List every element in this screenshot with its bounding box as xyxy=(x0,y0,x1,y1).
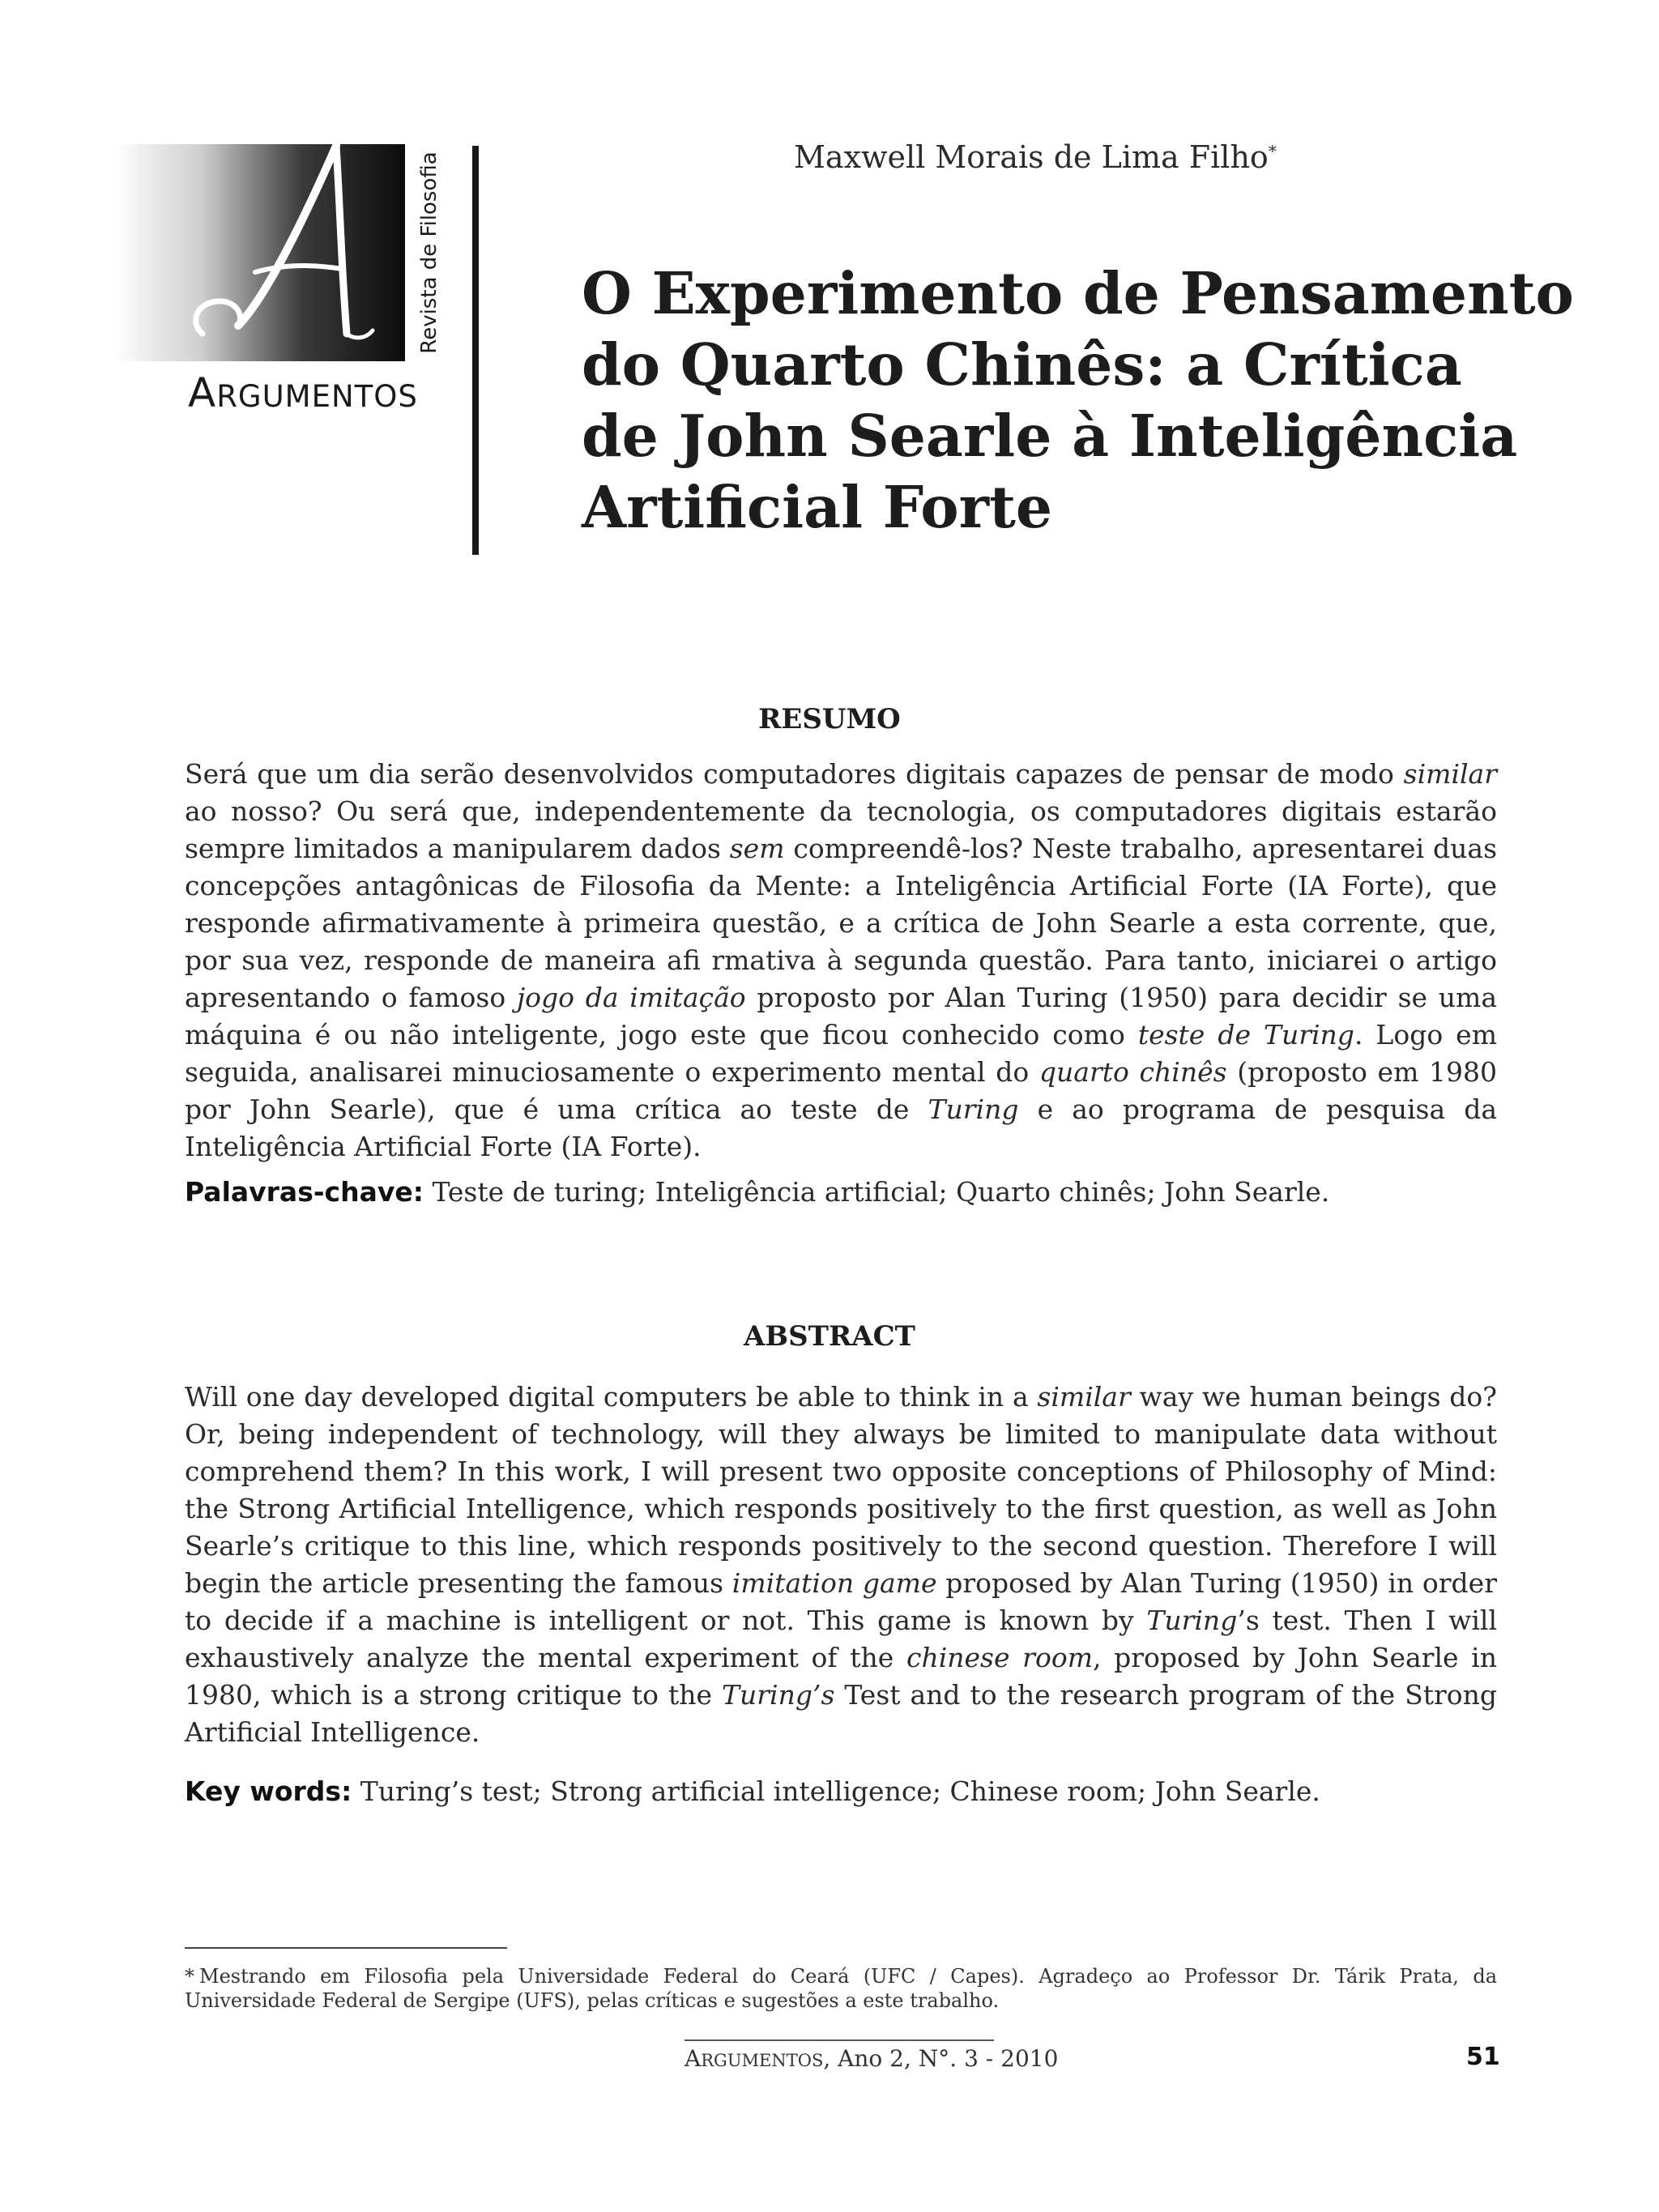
footnote-mark: * xyxy=(185,1965,194,1988)
abstract-italic: similar xyxy=(1037,1381,1131,1413)
resumo-italic: Turing xyxy=(928,1093,1019,1125)
resumo-italic: teste de Turing xyxy=(1137,1019,1354,1051)
resumo-heading: RESUMO xyxy=(758,703,901,735)
resumo-keywords-text: Teste de turing; Inteligência artificial; Quarto chinês; John Searle. xyxy=(423,1176,1330,1208)
author-name-text: Maxwell Morais de Lima Filho xyxy=(794,139,1269,175)
title-line: de John Searle à Inteligência xyxy=(582,402,1518,470)
abstract-text: Will one day developed digital computers be able to think in a xyxy=(185,1381,1038,1413)
journal-logo xyxy=(113,144,446,416)
logo-wordmark-initial: A xyxy=(188,369,217,416)
resumo-keywords xyxy=(185,1176,1497,1208)
abstract-italic: chinese room xyxy=(906,1642,1093,1673)
author-name xyxy=(794,139,1277,175)
abstract-text: Test and to the research program of the Strong Artificial Intelligence. xyxy=(185,1679,1497,1748)
resumo-text: . Logo em seguida, analisarei minuciosamente o experimento mental do xyxy=(185,1019,1497,1088)
footnote xyxy=(185,1964,1497,2013)
resumo-italic: quarto chinês xyxy=(1038,1056,1227,1088)
abstract-text: ’s test. Then I will exhaustively analyze the mental experiment of the xyxy=(185,1605,1497,1673)
footer-journal-rest: RGUMENTOS xyxy=(701,2051,824,2070)
footer-journal-initial: A xyxy=(684,2045,702,2072)
logo-wordmark-rest: RGUMENTOS xyxy=(216,379,418,414)
resumo-keywords-label: Palavras-chave: xyxy=(185,1176,424,1208)
article-title xyxy=(582,258,1574,543)
title-line: Artificial Forte xyxy=(582,473,1053,541)
abstract-keywords-label: Key words: xyxy=(185,1775,352,1807)
logo-letter-a-icon xyxy=(170,121,413,364)
logo-wordmark xyxy=(188,369,418,416)
abstract-italic: Turing’s xyxy=(721,1679,835,1711)
abstract-text: way we human beings do? Or, being independent of technology, will they always be limited to manipulate data without comprehend them? In this work, I will present two opposite conceptions of Philosophy of Mind: the Strong Artificial Intelligence, which responds positively to the first question, as well as John Searle’s critique to this line, which responds positively to the second question. Therefore I will begin the article presenting the famous xyxy=(185,1381,1497,1599)
abstract-paragraph xyxy=(185,1379,1497,1751)
abstract-keywords-text: Turing’s test; Strong artificial intelligence; Chinese room; John Searle. xyxy=(352,1775,1320,1807)
resumo-italic: jogo da imitação xyxy=(516,982,746,1013)
footer-issue: , Ano 2, N°. 3 - 2010 xyxy=(823,2045,1059,2072)
resumo-text: compreendê-los? Neste trabalho, apresentarei duas concepções antagônicas de Filosofia da Mente: a Inteligência Artificial Forte (IA Forte), que responde afirmativamente à primeira questão, e a crítica de John Searle a esta corrente, que, por sua vez, responde de maneira afi rmativa à segunda questão. Para tanto, iniciarei o artigo apresentando o famoso xyxy=(185,833,1497,1013)
footer-rule xyxy=(684,2039,994,2041)
resumo-text: Será que um dia serão desenvolvidos computadores digitais capazes de pensar de modo xyxy=(185,758,1404,790)
abstract-italic: Turing xyxy=(1146,1605,1238,1636)
footnote-rule xyxy=(185,1947,507,1949)
abstract-italic: imitation game xyxy=(731,1567,937,1599)
resumo-text: e ao programa de pesquisa da Inteligência Artificial Forte (IA Forte). xyxy=(185,1093,1498,1162)
resumo-italic: sem xyxy=(729,833,785,864)
abstract-text: proposed by Alan Turing (1950) in order to decide if a machine is intelligent or not. This game is known by xyxy=(185,1567,1497,1636)
abstract-keywords xyxy=(185,1775,1497,1807)
footnote-text: Mestrando em Filosofia pela Universidade Federal do Ceará (UFC / Capes). Agradeço ao Professor Dr. Tárik Prata, da Universidade Federal de Sergipe (UFS), pelas críticas e sugestões a este trabalho. xyxy=(185,1965,1497,2012)
resumo-text: (proposto em 1980 por John Searle), que é uma crítica ao teste de xyxy=(185,1056,1498,1125)
title-line: do Quarto Chinês: a Crítica xyxy=(582,330,1462,399)
abstract-text: , proposed by John Searle in 1980, which is a strong critique to the xyxy=(185,1642,1497,1711)
resumo-paragraph xyxy=(185,756,1497,1166)
logo-side-text: Revista de Filosofia xyxy=(417,151,441,354)
logo-side-label xyxy=(413,144,446,361)
abstract-heading: ABSTRACT xyxy=(744,1320,915,1353)
title-line: O Experimento de Pensamento xyxy=(582,259,1574,327)
author-footnote-mark: * xyxy=(1268,141,1277,161)
footer-journal-info xyxy=(684,2045,1058,2072)
page-number: 51 xyxy=(1466,2043,1500,2071)
resumo-italic: similar xyxy=(1403,758,1497,790)
resumo-text: ao nosso? Ou será que, independentemente da tecnologia, os computadores digitais estarão sempre limitados a manipularem dados xyxy=(185,795,1497,864)
header-vertical-rule xyxy=(472,146,479,555)
resumo-text: proposto por Alan Turing (1950) para decidir se uma máquina é ou não inteligente, jogo este que ficou conhecido como xyxy=(185,982,1497,1051)
